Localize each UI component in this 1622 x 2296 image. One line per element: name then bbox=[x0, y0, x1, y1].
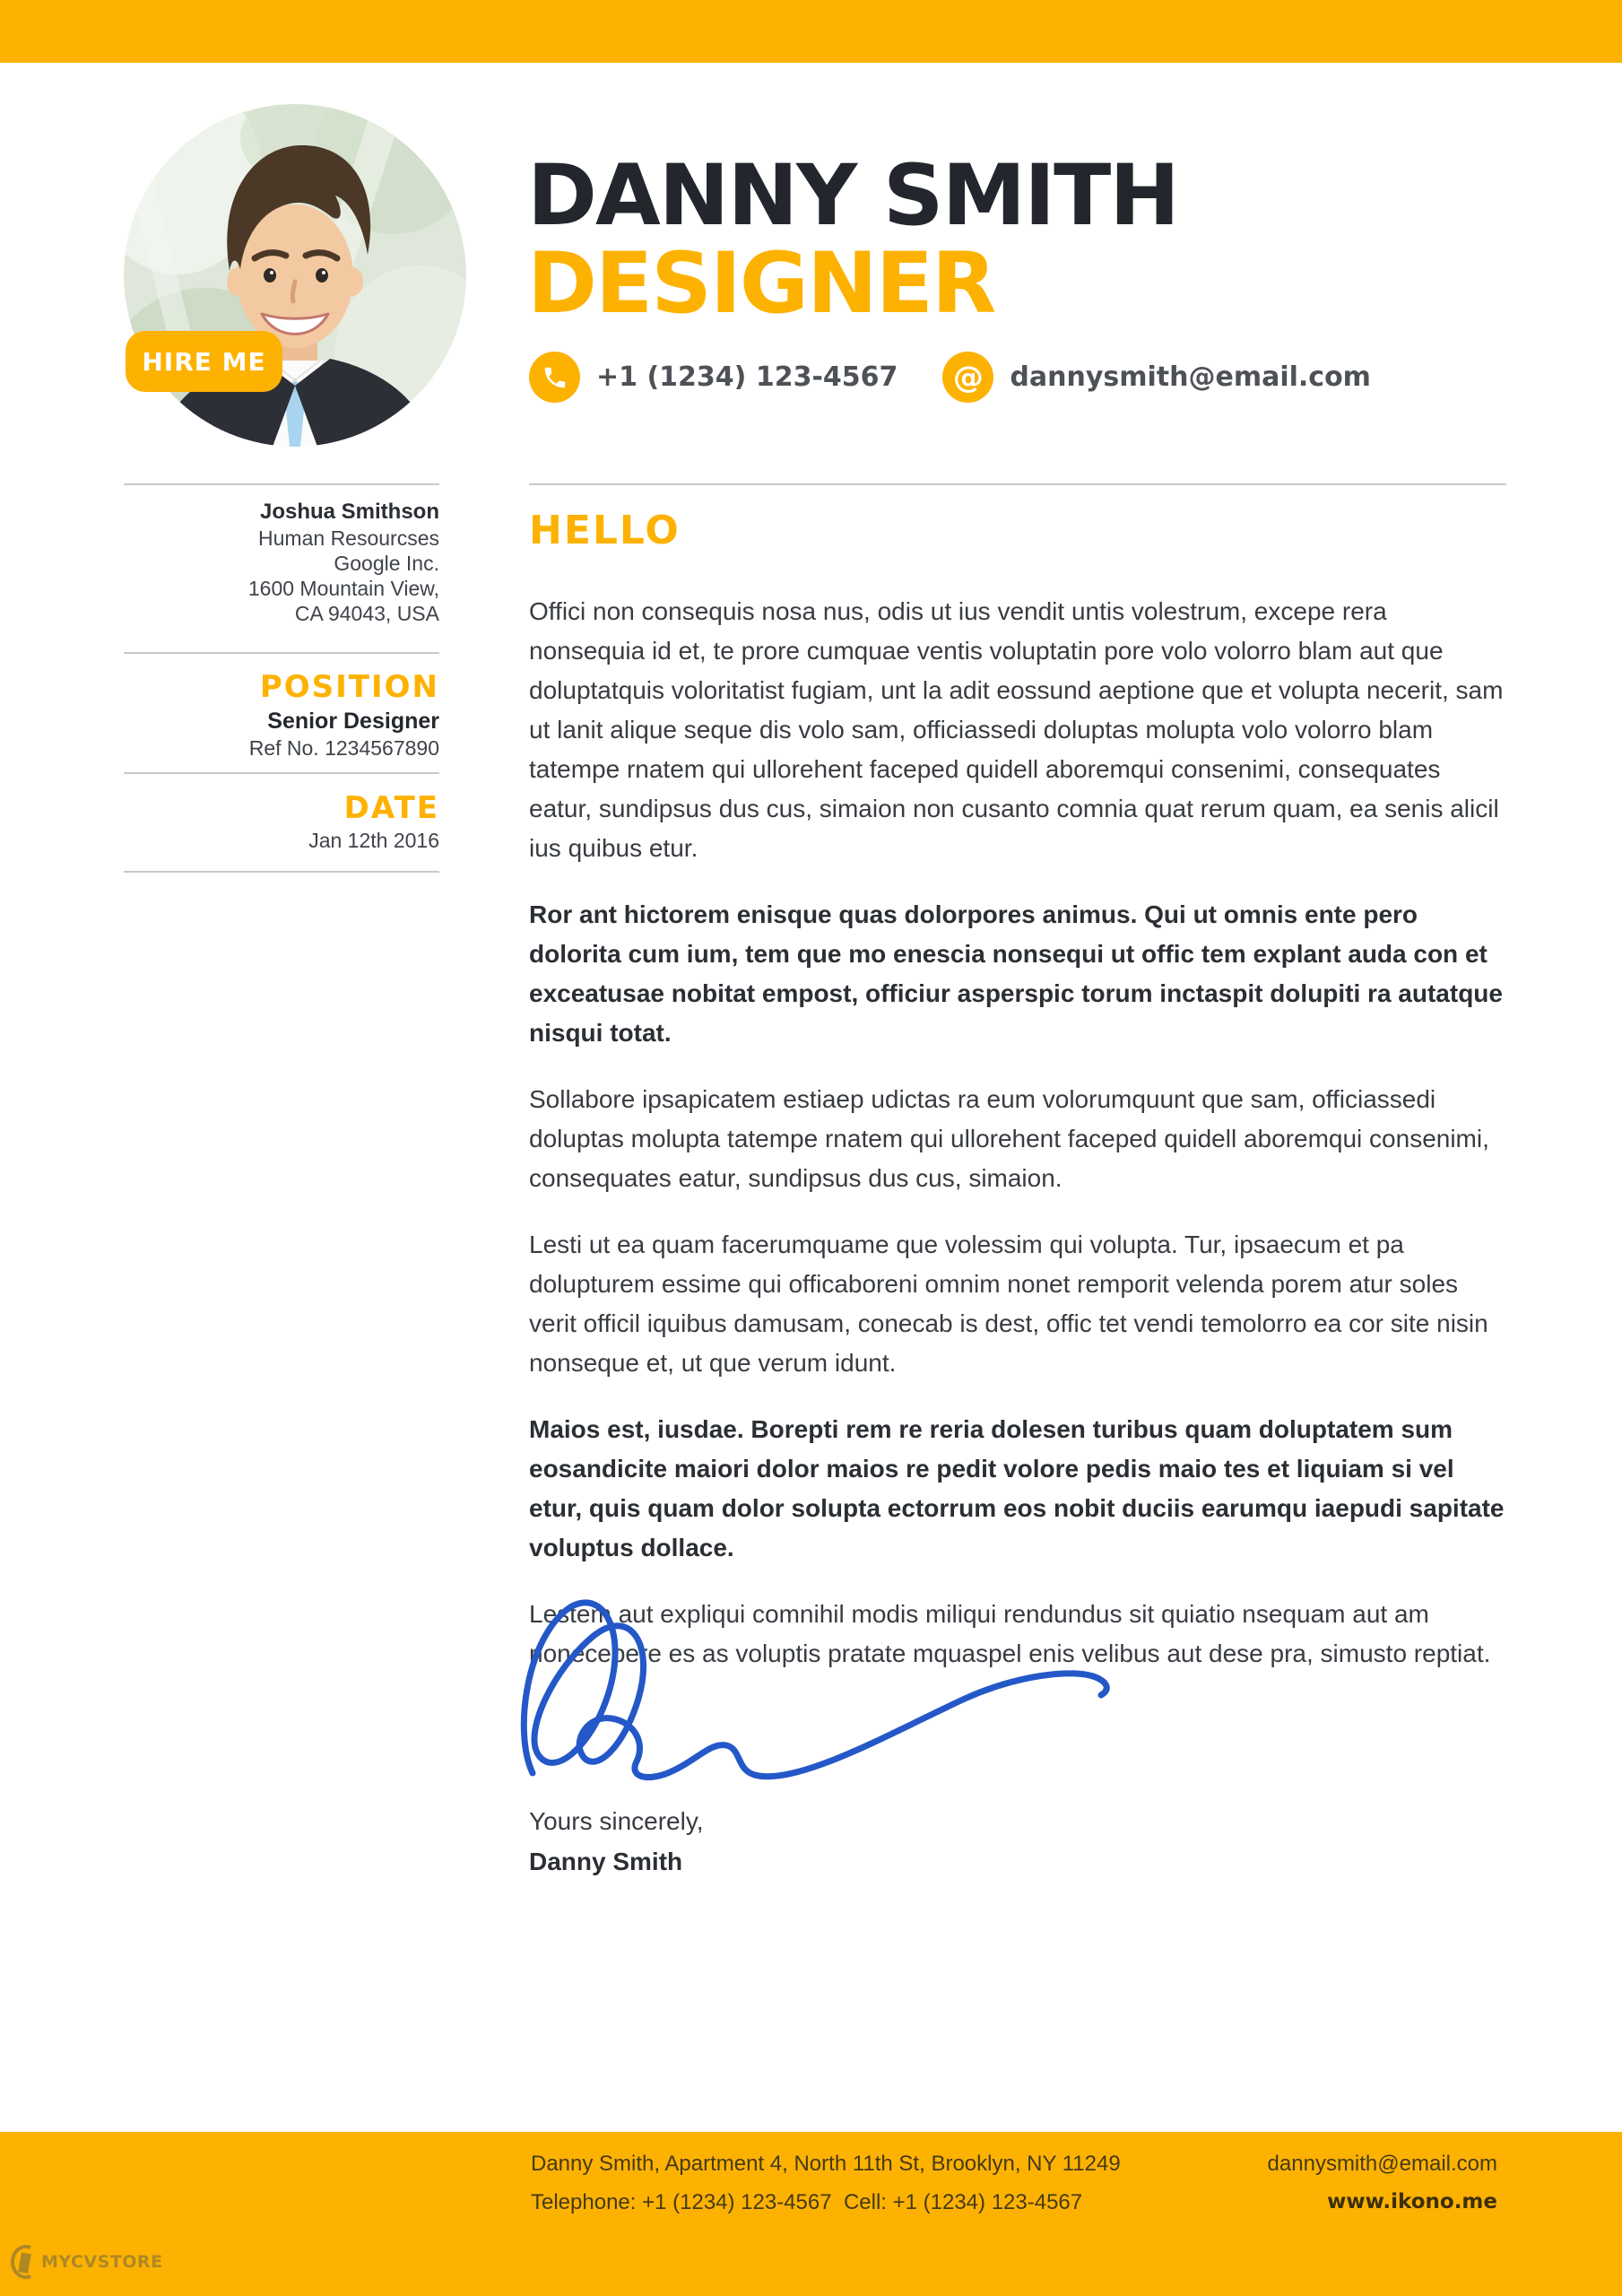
position-block bbox=[124, 669, 439, 761]
profile-photo-illustration bbox=[124, 104, 466, 447]
sidebar-divider-2 bbox=[124, 652, 439, 654]
recipient-name: Joshua Smithson bbox=[259, 500, 439, 524]
letter-body bbox=[529, 592, 1508, 1700]
letter-paragraph: Offici non consequis nosa nus, odis ut ius vendit untis volestrum, excepe rera nonsequia id et, te prore cumquae ventis voluptatin pore volo volorro blam aut que doluptatquis voloritatist fugiam, unt la adit eossund aeptione que et volupta necerit, sam ut lanit alique seque dis volo sam, officiassedi doluptas molupta volo volorro blam tatempe rnatem qui ullorehent faceped quidell aboremqui consenimi, consequates eatur, sundipsus dus cus, simaion non cusanto comnia quat rerum quam, ea senis alicil ius quibus etur. bbox=[529, 597, 1504, 862]
profile-photo bbox=[124, 104, 466, 447]
position-ref: Ref No. 1234567890 bbox=[248, 736, 439, 760]
contact-row bbox=[529, 352, 1371, 403]
page-title: DANNY SMITH bbox=[527, 147, 1178, 245]
date-label: DATE bbox=[343, 790, 439, 826]
date-value: Jan 12th 2016 bbox=[308, 829, 439, 852]
position-title: Senior Designer bbox=[267, 709, 439, 734]
date-block bbox=[124, 790, 439, 854]
sidebar-divider-1 bbox=[124, 483, 439, 485]
email-address: dannysmith@email.com bbox=[1010, 361, 1371, 393]
recipient-line: Human Resourcses bbox=[258, 526, 439, 550]
watermark-text: MYCVSTORE bbox=[41, 2252, 163, 2272]
at-icon: @ bbox=[942, 352, 993, 403]
letter-paragraph: Lestem aut expliqui comnihil modis miliqui rendundus sit quiatio nsequam aut am nonecepere es as voluptis pratate mquaspel enis velibus aut dese pra, simusto reptiat. bbox=[529, 1600, 1491, 1667]
sidebar-divider-4 bbox=[124, 871, 439, 873]
letter-paragraph: Lesti ut ea quam facerumquame que volessim qui volupta. Tur, ipsaecum et pa dolupturem essime qui officaboreni omnim nonet remporit velenda porem atur soles verit officil iquibus damusam, conecab is dest, offic tet vendi temolorro ea cor site nisin nonseque et, ut que verum idunt. bbox=[529, 1231, 1488, 1377]
phone-icon bbox=[529, 352, 580, 403]
letter-paragraph: Maios est, iusdae. Borepti rem re reria dolesen turibus quam doluptatem sum eosandicite maiori dolor maios re pedit volore pedis maio tes et liquiam si vel etur, quis quam dolor solupta ectorrum eos nobit duciis earumqu iaepudi sapitate voluptus dollace. bbox=[529, 1415, 1505, 1561]
footer-contact-right bbox=[1268, 2144, 1497, 2222]
footer-bar bbox=[0, 2132, 1622, 2296]
recipient-block bbox=[124, 499, 439, 626]
footer-website: www.ikono.me bbox=[1327, 2190, 1497, 2213]
phone-number: +1 (1234) 123-4567 bbox=[596, 361, 898, 393]
mycvstore-watermark bbox=[9, 2242, 163, 2282]
mycvstore-logo-icon bbox=[9, 2242, 36, 2282]
closing-block bbox=[529, 1801, 704, 1882]
recipient-line: CA 94043, USA bbox=[294, 602, 439, 625]
position-label: POSITION bbox=[259, 669, 439, 705]
greeting-heading: HELLO bbox=[529, 508, 681, 553]
subtitle-role: DESIGNER bbox=[527, 235, 995, 333]
footer-phones: Telephone: +1 (1234) 123-4567 Cell: +1 (1234) 123-4567 bbox=[531, 2190, 1083, 2214]
recipient-line: Google Inc. bbox=[334, 552, 439, 575]
footer-contact-left bbox=[531, 2144, 1121, 2222]
hire-me-button[interactable]: HIRE ME bbox=[126, 331, 282, 392]
sender-name: Danny Smith bbox=[529, 1848, 683, 1875]
letter-paragraph: Ror ant hictorem enisque quas dolorpores animus. Qui ut omnis ente pero dolorita cum ium, tem que mo enescia nonsequi ut offic tem explant auda con et exceatusae nobitat empost, officiur asperspic torum inctaspit dolupiti ra autatque nisqui totat. bbox=[529, 900, 1503, 1047]
letter-paragraph: Sollabore ipsapicatem estiaep udictas ra eum volorumquunt que sam, officiassedi doluptas molupta tatempe rnatem qui ullorehent faceped quidell aboremqui consenimi, consequates eatur, sundipsus dus cus, simaion. bbox=[529, 1085, 1489, 1192]
closing-line: Yours sincerely, bbox=[529, 1807, 704, 1835]
phone-contact bbox=[529, 352, 898, 403]
signature-image bbox=[518, 1589, 1128, 1805]
sidebar-divider-3 bbox=[124, 772, 439, 774]
top-accent-bar bbox=[0, 0, 1622, 63]
main-divider bbox=[529, 483, 1506, 485]
footer-address: Danny Smith, Apartment 4, North 11th St, Brooklyn, NY 11249 bbox=[531, 2152, 1121, 2176]
footer-email: dannysmith@email.com bbox=[1267, 2152, 1497, 2176]
header-name-block bbox=[527, 147, 1178, 333]
email-contact bbox=[942, 352, 1371, 403]
recipient-line: 1600 Mountain View, bbox=[247, 577, 439, 600]
